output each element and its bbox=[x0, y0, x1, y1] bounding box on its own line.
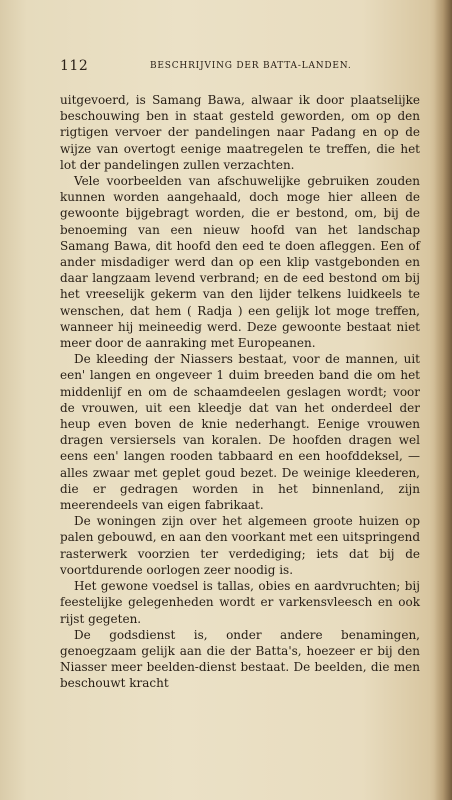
running-title: BESCHRIJVING DER BATTA-LANDEN. bbox=[150, 61, 352, 71]
page-number: 112 bbox=[60, 58, 89, 74]
paragraph: Het gewone voedsel is tallas, obies en aardvruchten; bij feestelijke gelegenheden wordt er varkensvleesch en ook rijst gegeten. bbox=[60, 579, 420, 626]
paragraph: De kleeding der Niassers bestaat, voor de mannen, uit een' langen en ongeveer 1 duim breeden band die om het middenlijf en om de schaamdeelen geslagen wordt; voor de vrouwen, uit een kleedje dat van het onderdeel der heup even boven de knie nederhangt. Eenige vrouwen dragen versiersels van koralen. De hoofden dragen wel eens een' langen rooden tabbaard en een hoofddeksel, — alles zwaar met geplet goud bezet. De weinige kleederen, die er gedragen worden in het binnenland, zijn meerendeels van eigen fabrikaat. bbox=[60, 352, 420, 513]
page-header bbox=[60, 58, 432, 74]
paragraph: uitgevoerd, is Samang Bawa, alwaar ik door plaatselijke beschouwing ben in staat gesteld geworden, om op den rigtigen vervoer der pandelingen naar Padang en op de wijze van overtogt eenige maatregelen te treffen, die het lot der pandelingen zullen verzachten. bbox=[60, 93, 420, 172]
paragraph: De godsdienst is, onder andere benamingen, genoegzaam gelijk aan die der Batta's, hoezeer er bij den Niasser meer beelden-dienst bestaat. De beelden, die men beschouwt kracht bbox=[60, 627, 420, 691]
paragraph: Vele voorbeelden van afschuwelijke gebruiken zouden kunnen worden aangehaald, doch moge hier alleen de gewoonte bijgebragt worden, die er bestond, om, bij de benoeming van een nieuw hoofd van het landschap Samang Bawa, dit hoofd den eed te doen afleggen. Een of ander misdadiger werd dan op een klip vastgebonden en daar langzaam levend verbrand; en de eed bestond om bij het vreeselijk gekerm van den lijder telkens luidkeels te wenschen, dat hem ( Radja ) een gelijk lot moge treffen, wanneer hij meineedig werd. Deze gewoonte bestaat niet meer door de aanraking met Europeanen. bbox=[60, 174, 420, 351]
page-edge-shadow bbox=[434, 0, 452, 800]
paragraph: De woningen zijn over het algemeen groote huizen op palen gebouwd, en aan den voorkant met een uitspringend rasterwerk voorzien ter verdediging; iets dat bij de voortdurende oorlogen zeer noodig is. bbox=[60, 514, 420, 577]
page-body bbox=[60, 92, 420, 692]
